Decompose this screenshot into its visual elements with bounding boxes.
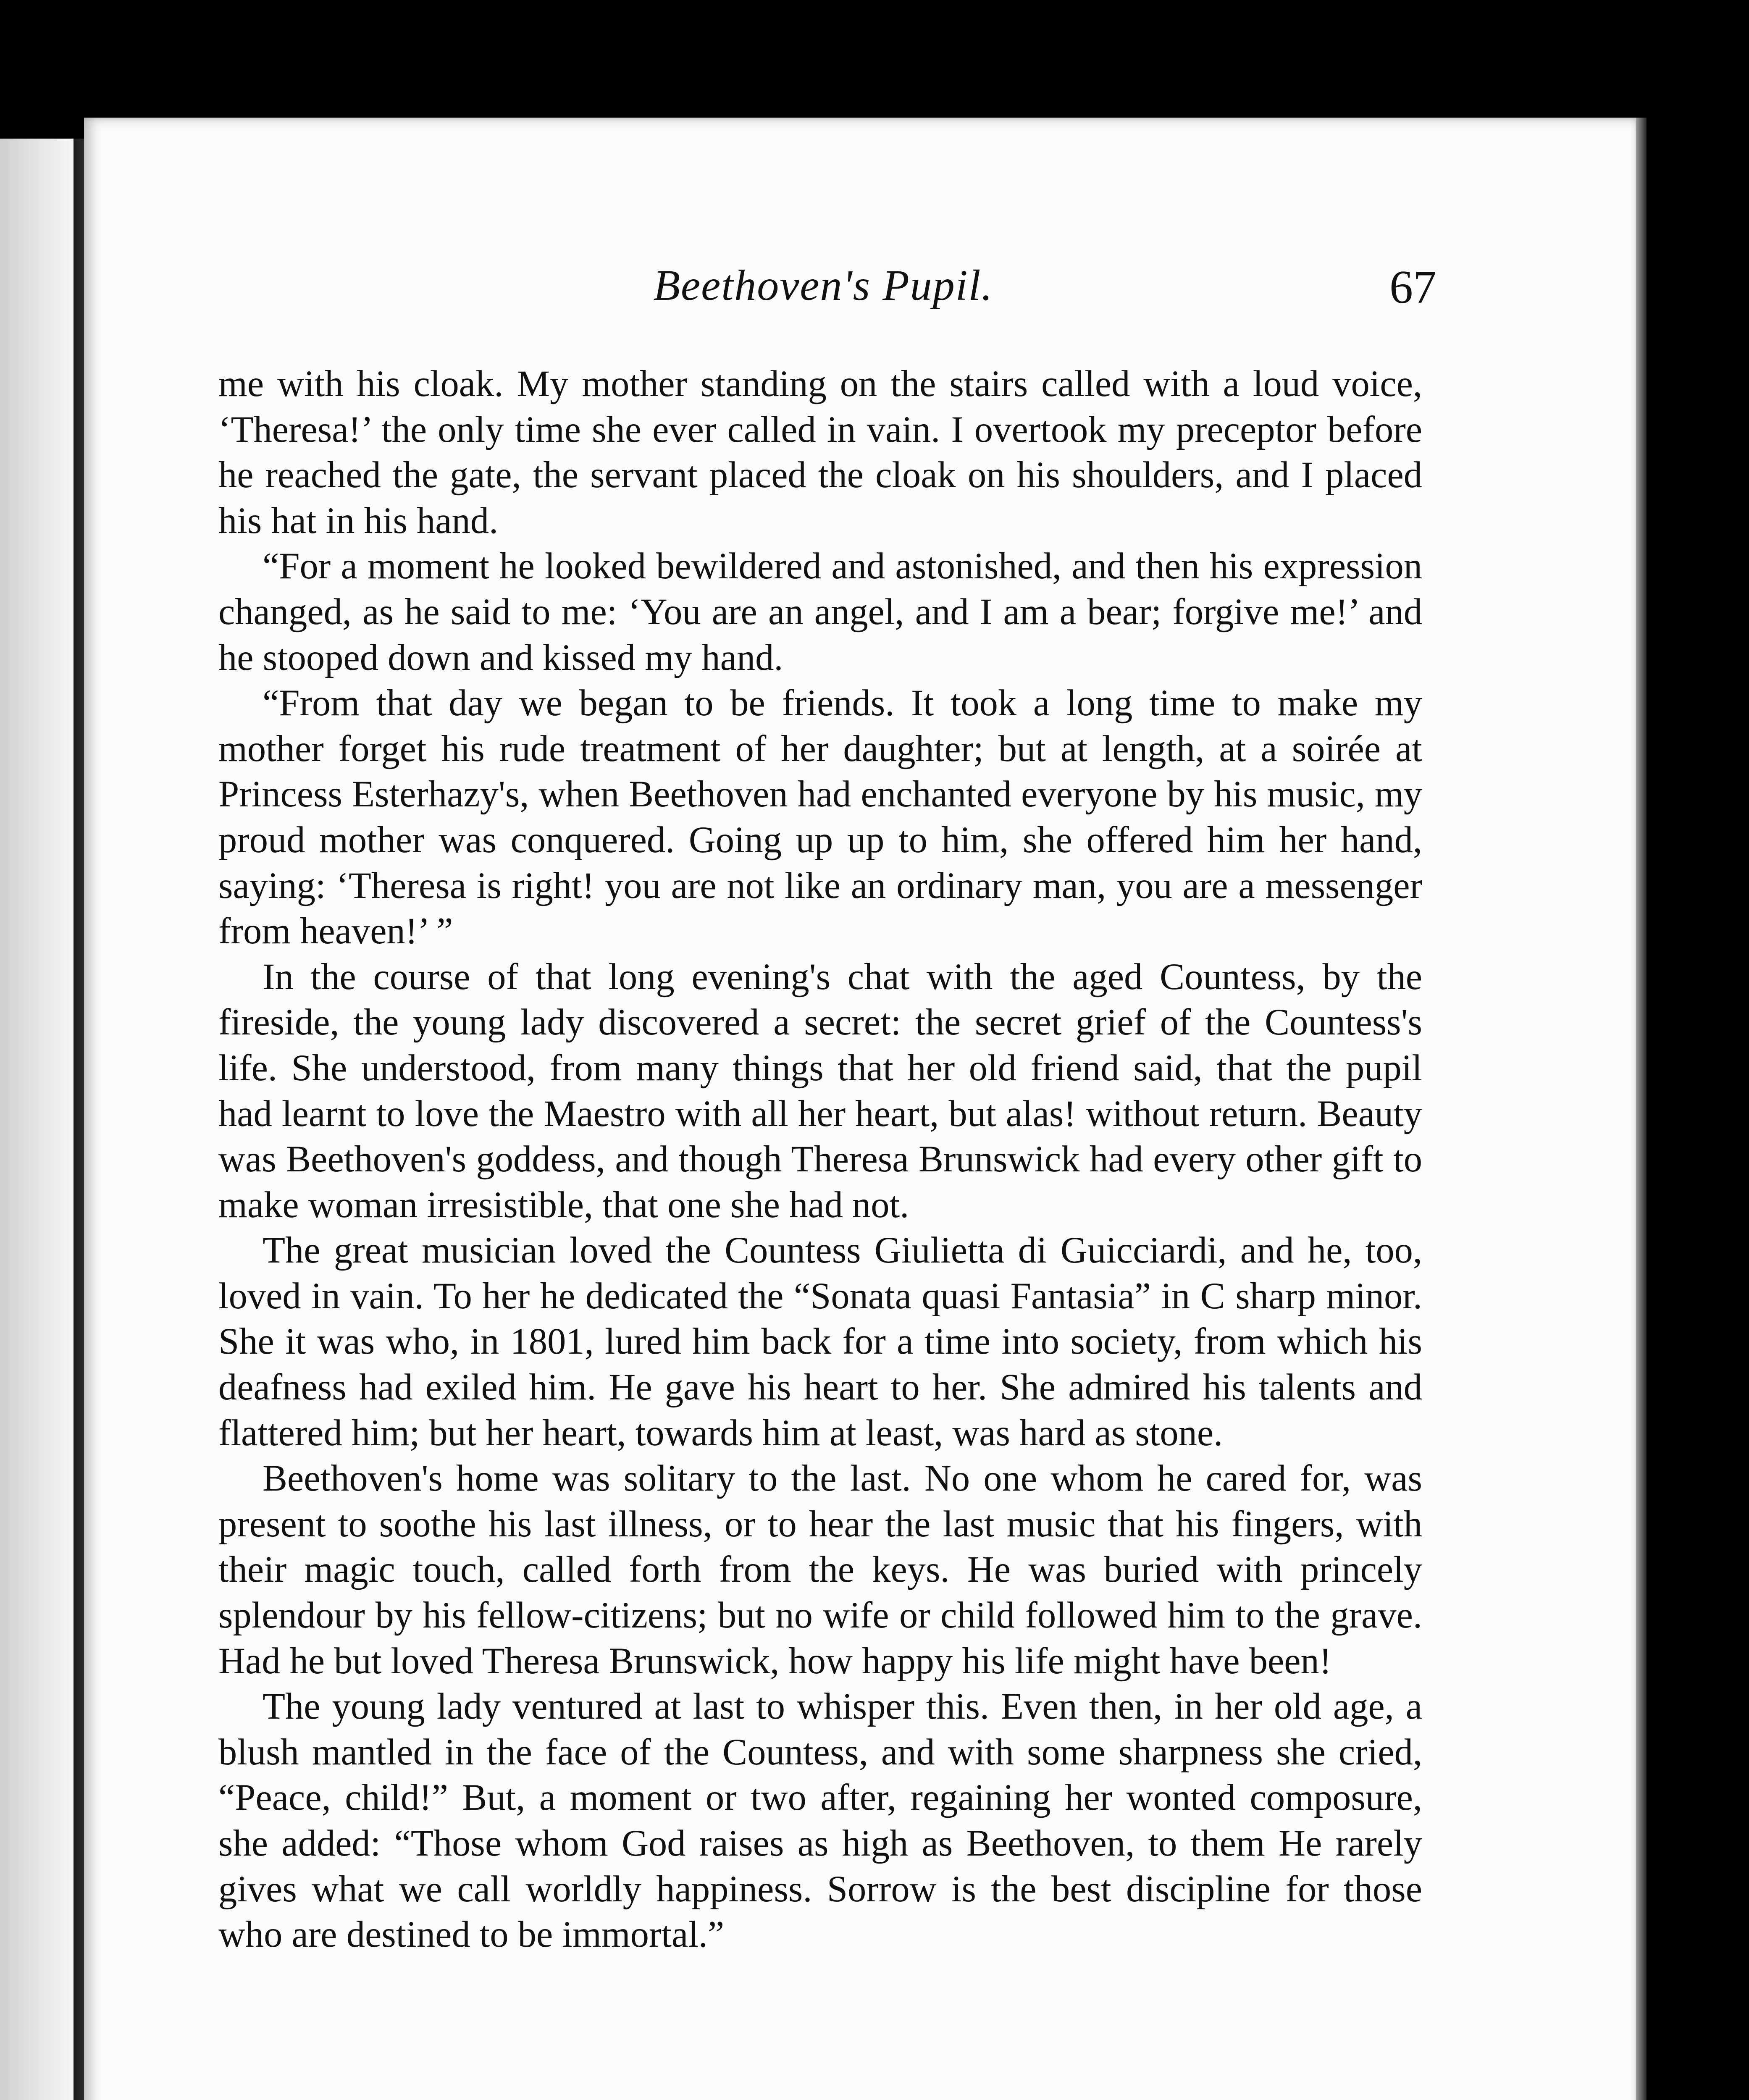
previous-page-edge [0,139,74,2100]
paragraph: “From that day we began to be friends. It took a long time to make my mother forget his rude treatment of her daughter; but at length, at a soirée at Princess Esterhazy's, when Beethoven had enchanted everyone by his music, my proud mother was conquered. Going up up to him, she offered him her hand, saying: ‘Theresa is right! you are not like an ordinary man, you are a messenger from heaven!’ ” [218,682,1422,952]
page-header [218,260,1436,323]
running-title: Beethoven's Pupil. [653,261,993,310]
paragraph: In the course of that long evening's chat with the aged Countess, by the fireside, the young lady discovered a secret: the secret grief of the Countess's life. She understood, from many things that her old friend said, that the pupil had learnt to love the Maestro with all her heart, but alas! without return. Beauty was Beethoven's goddess, and though Theresa Brunswick had every other gift to make woman irresistible, that one she had not. [218,956,1422,1226]
paragraph: me with his cloak. My mother standing on the stairs called with a loud voice, ‘Theresa!’ the only time she ever called in vain. I overtook my preceptor before he reached the gate, the servant placed the cloak on his shoulders, and I placed his hat in his hand. [218,363,1422,541]
paragraph: The young lady ventured at last to whisper this. Even then, in her old age, a blush mantled in the face of the Countess, and with some sharpness she cried, “Peace, child!” But, a moment or two after, regaining her wonted composure, she added: “Those whom God raises as high as Beethoven, to them He rarely gives what we call worldly happiness. Sorrow is the best discipline for those who are destined to be immortal.” [218,1686,1422,1956]
page-edge-shadow [1636,118,1647,2100]
paragraph: The great musician loved the Countess Giulietta di Guicciardi, and he, too, loved in vain. To her he dedicated the “Sonata quasi Fantasia” in C sharp minor. She it was who, in 1801, lured him back for a time into society, from which his deafness had exiled him. He gave his heart to her. She admired his talents and flattered him; but her heart, towards him at least, was hard as stone. [218,1230,1422,1454]
body-text [218,361,1422,1958]
paragraph: Beethoven's home was solitary to the last. No one whom he cared for, was present to soothe his last illness, or to hear the last music that his fingers, with their magic touch, called forth from the keys. He was buried with princely splendour by his fellow-citizens; but no wife or child followed him to the grave. Had he but loved Theresa Brunswick, how happy his life might have been! [218,1458,1422,1682]
paragraph: “For a moment he looked bewildered and astonished, and then his expression changed, as he said to me: ‘You are an angel, and I am a bear; forgive me!’ and he stooped down and kissed my hand. [218,546,1422,678]
page-number: 67 [1389,261,1436,313]
